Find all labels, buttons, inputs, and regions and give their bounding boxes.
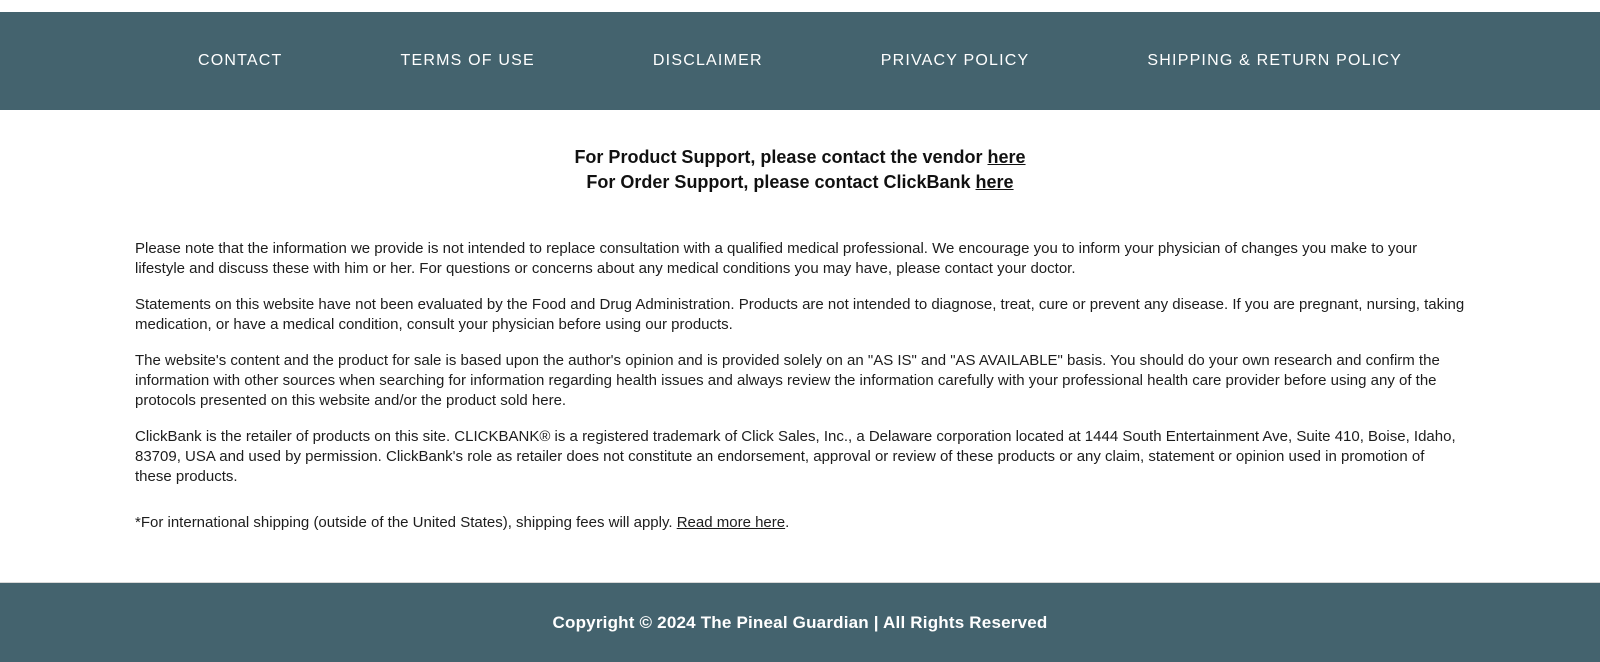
nav-link-terms-of-use[interactable]: TERMS OF USE — [400, 52, 535, 69]
footer-nav-bar — [0, 12, 1600, 110]
nav-link-disclaimer[interactable]: DISCLAIMER — [652, 52, 763, 69]
content-as-is-disclaimer: The website's content and the product for sale is based upon the author's opinion and is provided solely on an "AS IS" and "AS AVAILABLE" basis. You should do your own research and confirm the information with other sources when searching for information regarding health issues and always review the information carefully with your professional health care provider before using any of the protocols presented on this website and/or the product sold here. — [135, 352, 1440, 409]
clickbank-support-here-link[interactable]: here — [975, 172, 1014, 192]
nav-link-contact[interactable]: CONTACT — [197, 52, 283, 69]
copyright-bar — [0, 582, 1600, 662]
product-support-text: For Product Support, please contact the vendor — [574, 147, 983, 167]
order-support-text: For Order Support, please contact ClickBank — [586, 172, 971, 192]
international-shipping-note — [135, 513, 1465, 533]
support-contact-block — [135, 145, 1465, 195]
top-white-strip — [0, 0, 1600, 12]
vendor-support-here-link[interactable]: here — [987, 147, 1026, 167]
shipping-note-text: *For international shipping (outside of the United States), shipping fees will apply. — [135, 514, 673, 531]
clickbank-retailer-disclaimer: ClickBank is the retailer of products on this site. CLICKBANK® is a registered trademark of Click Sales, Inc., a Delaware corporation located at 1444 South Entertainment Ave, Suite 410, Boise, Idaho, 83709, USA and used by permission. ClickBank's role as retailer does not constitute an endorsement, approval or review of these products or any claim, statement or opinion used in promotion of these products. — [135, 428, 1456, 485]
fda-statements-disclaimer: Statements on this website have not been evaluated by the Food and Drug Administration. Products are not intended to diagnose, treat, cure or prevent any disease. If you are pregnant, nursing, taking medication, or have a medical condition, consult your physician before using our products. — [135, 296, 1465, 333]
product-support-line — [135, 145, 1465, 170]
read-more-here-link[interactable]: Read more here — [676, 514, 786, 531]
shipping-note-period: . — [785, 514, 790, 531]
order-support-line — [135, 170, 1465, 195]
disclaimer-section — [0, 110, 1600, 582]
copyright-text: Copyright © 2024 The Pineal Guardian | All Rights Reserved — [552, 612, 1048, 632]
medical-advice-disclaimer: Please note that the information we provide is not intended to replace consultation with a qualified medical professional. We encourage you to inform your physician of changes you make to your lifestyle and discuss these with him or her. For questions or concerns about any medical conditions you may have, please contact your doctor. — [135, 240, 1418, 277]
nav-link-shipping-return-policy[interactable]: SHIPPING & RETURN POLICY — [1147, 52, 1403, 69]
nav-link-privacy-policy[interactable]: PRIVACY POLICY — [880, 52, 1030, 69]
